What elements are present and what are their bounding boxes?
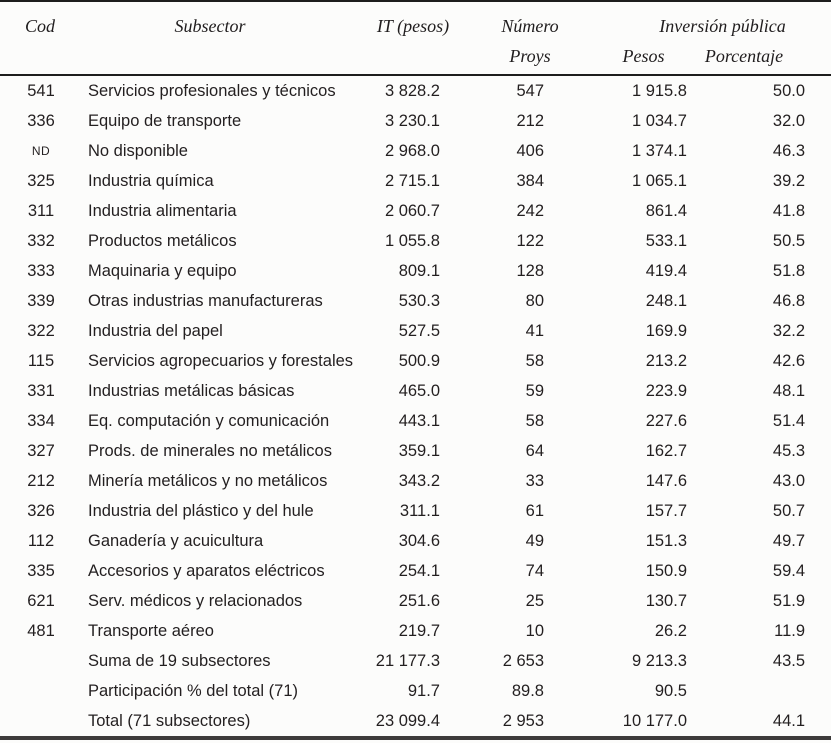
table-row <box>0 406 831 436</box>
cell-inversion-porcentaje: 41.8 <box>772 202 806 220</box>
cell-cod: ND <box>31 144 51 158</box>
cell-inversion-pesos: 150.9 <box>645 562 687 580</box>
cell-subsector: Ganadería y acuicultura <box>88 532 264 550</box>
cell-cod: 311 <box>27 202 55 220</box>
cell-num-proys: 2 653 <box>502 652 544 670</box>
cell-num-proys: 25 <box>525 592 544 610</box>
header-porcentaje <box>689 46 831 75</box>
cell-cod: 333 <box>27 262 55 280</box>
cell-inversion-pesos: 169.9 <box>645 322 687 340</box>
cell-num-proys: 64 <box>525 442 544 460</box>
cell-inversion-pesos: 533.1 <box>645 232 687 250</box>
table-row <box>0 166 831 196</box>
cell-inversion-pesos: 248.1 <box>645 292 687 310</box>
cell-cod <box>0 706 66 738</box>
table-row <box>0 646 831 676</box>
header-proys <box>444 46 551 75</box>
header-row-1 <box>0 1 831 46</box>
table-row <box>0 556 831 586</box>
cell-inversion-porcentaje: 39.2 <box>772 172 806 190</box>
cell-num-proys: 89.8 <box>511 682 544 700</box>
table-body <box>0 75 831 738</box>
cell-cod: 326 <box>27 502 55 520</box>
cell-it-pesos: 23 099.4 <box>375 712 440 730</box>
cell-it-pesos: 91.7 <box>407 682 440 700</box>
cell-inversion-porcentaje <box>689 676 831 706</box>
table-header <box>0 1 831 75</box>
table-row <box>0 466 831 496</box>
cell-num-proys: 61 <box>525 502 544 520</box>
table-row <box>0 196 831 226</box>
cell-num-proys: 58 <box>525 352 544 370</box>
cell-cod: 334 <box>27 412 55 430</box>
cell-inversion-porcentaje: 51.9 <box>772 592 806 610</box>
cell-subsector: Productos metálicos <box>88 232 237 250</box>
cell-num-proys: 242 <box>516 202 544 220</box>
cell-subsector: Industrias metálicas básicas <box>88 382 295 400</box>
cell-cod: 327 <box>27 442 55 460</box>
cell-subsector: Servicios profesionales y técnicos <box>88 82 336 100</box>
cell-num-proys: 547 <box>516 82 544 100</box>
cell-subsector: Eq. computación y comunicación <box>88 412 330 430</box>
cell-inversion-porcentaje: 44.1 <box>772 712 806 730</box>
cell-it-pesos: 530.3 <box>398 292 440 310</box>
header-subsector-label: Subsector <box>174 15 246 36</box>
header-it-spacer <box>354 46 444 75</box>
cell-cod: 336 <box>27 112 55 130</box>
cell-cod: 541 <box>27 82 55 100</box>
cell-inversion-pesos: 213.2 <box>645 352 687 370</box>
cell-it-pesos: 21 177.3 <box>375 652 440 670</box>
cell-num-proys: 384 <box>516 172 544 190</box>
cell-inversion-pesos: 147.6 <box>645 472 687 490</box>
table-row <box>0 346 831 376</box>
table-row <box>0 706 831 738</box>
cell-inversion-porcentaje: 32.0 <box>772 112 806 130</box>
cell-subsector: Transporte aéreo <box>88 622 214 640</box>
cell-inversion-porcentaje: 50.0 <box>772 82 806 100</box>
cell-subsector: Serv. médicos y relacionados <box>88 592 303 610</box>
cell-inversion-pesos: 90.5 <box>654 682 687 700</box>
header-inversion-publica <box>546 1 831 46</box>
cell-it-pesos: 1 055.8 <box>384 232 440 250</box>
cell-cod: 332 <box>27 232 55 250</box>
header-it <box>354 1 450 46</box>
cell-inversion-pesos: 10 177.0 <box>622 712 687 730</box>
cell-inversion-porcentaje: 59.4 <box>772 562 806 580</box>
header-row-2 <box>0 46 831 75</box>
cell-inversion-pesos: 162.7 <box>645 442 687 460</box>
table-row <box>0 586 831 616</box>
cell-cod: 621 <box>27 592 55 610</box>
cell-cod: 325 <box>27 172 55 190</box>
cell-subsector: Suma de 19 subsectores <box>88 652 271 670</box>
table-row <box>0 75 831 106</box>
cell-cod: 112 <box>27 532 55 550</box>
cell-subsector: Equipo de transporte <box>88 112 242 130</box>
cell-inversion-pesos: 1 034.7 <box>631 112 687 130</box>
header-subsector-spacer <box>66 46 354 75</box>
cell-num-proys: 58 <box>525 412 544 430</box>
header-subsector <box>66 1 354 46</box>
cell-num-proys: 49 <box>525 532 544 550</box>
cell-subsector: Maquinaria y equipo <box>88 262 237 280</box>
cell-it-pesos: 443.1 <box>398 412 440 430</box>
cell-inversion-porcentaje: 51.8 <box>772 262 806 280</box>
cell-it-pesos: 2 060.7 <box>384 202 440 220</box>
table-row <box>0 676 831 706</box>
cell-num-proys: 33 <box>525 472 544 490</box>
cell-subsector: Prods. de minerales no metálicos <box>88 442 332 460</box>
cell-it-pesos: 2 715.1 <box>384 172 440 190</box>
table-row <box>0 496 831 526</box>
cell-inversion-pesos: 26.2 <box>654 622 687 640</box>
cell-subsector: Industria del plástico y del hule <box>88 502 314 520</box>
header-cod-label: Cod <box>24 15 55 36</box>
cell-inversion-porcentaje: 49.7 <box>772 532 806 550</box>
cell-cod: 335 <box>27 562 55 580</box>
cell-it-pesos: 254.1 <box>398 562 440 580</box>
cell-num-proys: 406 <box>516 142 544 160</box>
header-cod-spacer <box>0 46 66 75</box>
header-inversion-label: Inversión pública <box>659 15 786 36</box>
cell-it-pesos: 500.9 <box>398 352 440 370</box>
cell-inversion-pesos: 1 374.1 <box>631 142 687 160</box>
cell-cod: 481 <box>27 622 55 640</box>
cell-inversion-pesos: 130.7 <box>645 592 687 610</box>
cell-inversion-pesos: 1 915.8 <box>631 82 687 100</box>
table-row <box>0 616 831 646</box>
header-porcentaje-label: Porcentaje <box>704 46 784 66</box>
cell-subsector: Otras industrias manufactureras <box>88 292 323 310</box>
cell-it-pesos: 465.0 <box>398 382 440 400</box>
table-row <box>0 106 831 136</box>
header-numero-label: Número <box>501 15 559 36</box>
cell-cod: 322 <box>27 322 55 340</box>
cell-inversion-porcentaje: 42.6 <box>772 352 806 370</box>
cell-num-proys: 128 <box>516 262 544 280</box>
cell-inversion-porcentaje: 43.0 <box>772 472 806 490</box>
cell-num-proys: 59 <box>525 382 544 400</box>
cell-cod: 212 <box>27 472 55 490</box>
cell-subsector: Minería metálicos y no metálicos <box>88 472 328 490</box>
cell-cod <box>0 646 66 676</box>
cell-inversion-pesos: 419.4 <box>645 262 687 280</box>
cell-subsector: Accesorios y aparatos eléctricos <box>88 562 325 580</box>
cell-it-pesos: 343.2 <box>398 472 440 490</box>
cell-subsector: Servicios agropecuarios y forestales <box>88 352 354 370</box>
cell-num-proys: 2 953 <box>502 712 544 730</box>
cell-inversion-porcentaje: 48.1 <box>772 382 806 400</box>
header-it-label: IT (pesos) <box>376 15 450 36</box>
cell-subsector: Industria química <box>88 172 214 190</box>
cell-inversion-porcentaje: 43.5 <box>772 652 806 670</box>
cell-subsector: Industria alimentaria <box>88 202 237 220</box>
cell-it-pesos: 311.1 <box>399 502 440 520</box>
cell-inversion-porcentaje: 46.8 <box>772 292 806 310</box>
cell-num-proys: 80 <box>525 292 544 310</box>
cell-num-proys: 41 <box>525 322 544 340</box>
cell-inversion-porcentaje: 50.5 <box>772 232 806 250</box>
cell-it-pesos: 219.7 <box>398 622 440 640</box>
cell-num-proys: 74 <box>525 562 544 580</box>
cell-num-proys: 122 <box>516 232 544 250</box>
cell-inversion-pesos: 151.3 <box>645 532 687 550</box>
cell-it-pesos: 2 968.0 <box>384 142 440 160</box>
cell-inversion-pesos: 9 213.3 <box>631 652 687 670</box>
table-row <box>0 376 831 406</box>
cell-inversion-pesos: 861.4 <box>645 202 687 220</box>
table-row <box>0 136 831 166</box>
header-pesos <box>546 46 689 75</box>
table-row <box>0 526 831 556</box>
cell-inversion-porcentaje: 32.2 <box>772 322 806 340</box>
cell-num-proys: 212 <box>516 112 544 130</box>
cell-inversion-porcentaje: 51.4 <box>772 412 806 430</box>
cell-cod <box>0 676 66 706</box>
table-row <box>0 436 831 466</box>
cell-inversion-porcentaje: 45.3 <box>772 442 806 460</box>
cell-it-pesos: 527.5 <box>398 322 440 340</box>
cell-subsector: Industria del papel <box>88 322 223 340</box>
cell-inversion-pesos: 223.9 <box>645 382 687 400</box>
table-row <box>0 286 831 316</box>
cell-cod: 115 <box>27 352 55 370</box>
cell-inversion-porcentaje: 11.9 <box>774 622 806 640</box>
cell-it-pesos: 3 828.2 <box>384 82 440 100</box>
cell-it-pesos: 3 230.1 <box>384 112 440 130</box>
header-proys-label: Proys <box>509 46 551 66</box>
cell-inversion-pesos: 157.7 <box>645 502 687 520</box>
table-row <box>0 256 831 286</box>
cell-cod: 339 <box>27 292 55 310</box>
header-cod <box>0 1 66 46</box>
cell-cod: 331 <box>27 382 55 400</box>
table-row <box>0 226 831 256</box>
cell-inversion-porcentaje: 50.7 <box>772 502 806 520</box>
cell-num-proys: 10 <box>525 622 544 640</box>
cell-it-pesos: 809.1 <box>398 262 440 280</box>
cell-it-pesos: 304.6 <box>398 532 440 550</box>
table-row <box>0 316 831 346</box>
header-pesos-label: Pesos <box>622 46 665 66</box>
cell-subsector: No disponible <box>88 142 188 160</box>
cell-it-pesos: 251.6 <box>398 592 440 610</box>
cell-it-pesos: 359.1 <box>398 442 440 460</box>
cell-inversion-pesos: 1 065.1 <box>631 172 687 190</box>
cell-subsector: Participación % del total (71) <box>88 682 299 700</box>
header-numero <box>444 1 559 46</box>
cell-inversion-porcentaje: 46.3 <box>772 142 806 160</box>
cell-subsector: Total (71 subsectores) <box>88 712 251 730</box>
cell-inversion-pesos: 227.6 <box>645 412 687 430</box>
